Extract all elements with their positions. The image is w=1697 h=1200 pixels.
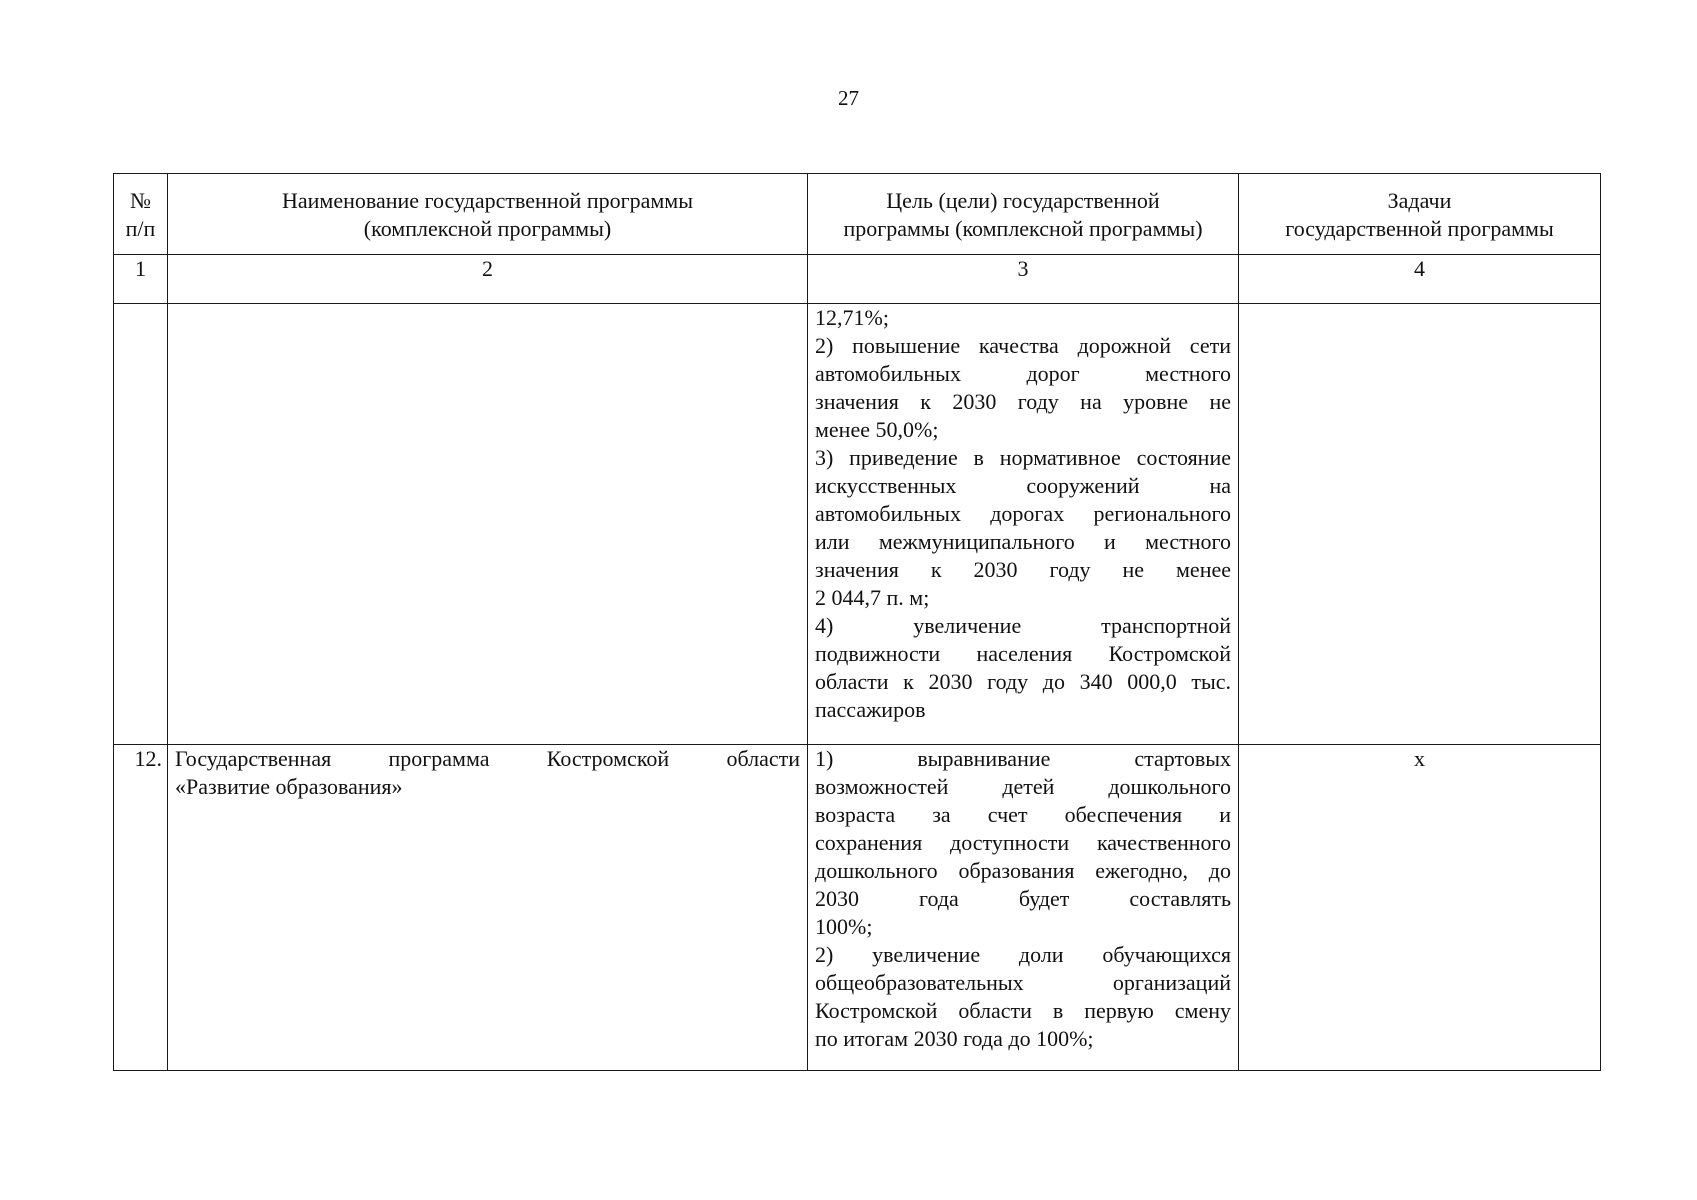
text-line: значения к 2030 году на уровне не: [815, 389, 1231, 414]
header-number-line: №: [130, 188, 151, 213]
page-number: 27: [838, 86, 859, 110]
column-number-row: [114, 255, 1601, 304]
text-line: автомобильных дорогах регионального: [815, 501, 1231, 526]
column-number: 3: [808, 255, 1239, 304]
header-goals: [808, 174, 1239, 255]
text-line: сохранения доступности качественного: [815, 830, 1231, 855]
header-program-name: [168, 174, 808, 255]
header-goals-line: Цель (цели) государственной: [886, 188, 1160, 213]
text-line: 2030 года будет составлять: [815, 886, 1231, 911]
text-line: возраста за счет обеспечения и: [815, 802, 1231, 827]
row-number-cell: 12.: [114, 745, 168, 1071]
header-number-line: п/п: [125, 216, 156, 241]
text-line: возможностей детей дошкольного: [815, 774, 1231, 799]
header-number: [114, 174, 168, 255]
text-line: по итогам 2030 года до 100%;: [815, 1026, 1094, 1051]
text-line: менее 50,0%;: [815, 417, 939, 442]
text-line: автомобильных дорог местного: [815, 361, 1231, 386]
text-line: 2) повышение качества дорожной сети: [815, 333, 1231, 358]
text-line: 12,71%;: [815, 305, 889, 330]
text-line: Костромской области в первую смену: [815, 998, 1231, 1023]
column-number: 4: [1239, 255, 1601, 304]
text-line: 4) увеличение транспортной: [815, 613, 1231, 638]
header-program-name-line: Наименование государственной программы: [281, 188, 694, 213]
text-line: «Развитие образования»: [175, 774, 403, 799]
programs-table: [113, 173, 1601, 1071]
text-line: Государственная программа Костромской области: [175, 746, 800, 771]
text-line: 1) выравнивание стартовых: [815, 746, 1231, 771]
text-line: 100%;: [815, 914, 873, 939]
text-line: искусственных сооружений на: [815, 473, 1231, 498]
text-line: подвижности населения Костромской: [815, 641, 1231, 666]
program-name-cell: [168, 745, 808, 1071]
tasks-cell: х: [1239, 745, 1601, 1071]
program-name-cell: [168, 304, 808, 745]
text-line: 2) увеличение доли обучающихся: [815, 942, 1231, 967]
column-number: 1: [114, 255, 168, 304]
header-program-name-line: (комплексной программы): [363, 216, 612, 241]
table-row: [114, 304, 1601, 745]
text-line: дошкольного образования ежегодно, до: [815, 858, 1231, 883]
header-goals-line: программы (комплексной программы): [843, 216, 1203, 241]
text-line: общеобразовательных организаций: [815, 970, 1231, 995]
goals-cell: [808, 304, 1239, 745]
text-line: 3) приведение в нормативное состояние: [815, 445, 1231, 470]
table-row: [114, 745, 1601, 1071]
header-tasks: [1239, 174, 1601, 255]
table-header-row: [114, 174, 1601, 255]
text-line: значения к 2030 году не менее: [815, 557, 1231, 582]
header-tasks-line: Задачи: [1387, 188, 1452, 213]
text-line: 2 044,7 п. м;: [815, 585, 930, 610]
row-number-cell: [114, 304, 168, 745]
tasks-cell: [1239, 304, 1601, 745]
text-line: или межмуниципального и местного: [815, 529, 1231, 554]
column-number: 2: [168, 255, 808, 304]
text-line: области к 2030 году до 340 000,0 тыс.: [815, 669, 1231, 694]
text-line: пассажиров: [815, 697, 926, 722]
goals-cell: [808, 745, 1239, 1071]
header-tasks-line: государственной программы: [1285, 216, 1554, 241]
